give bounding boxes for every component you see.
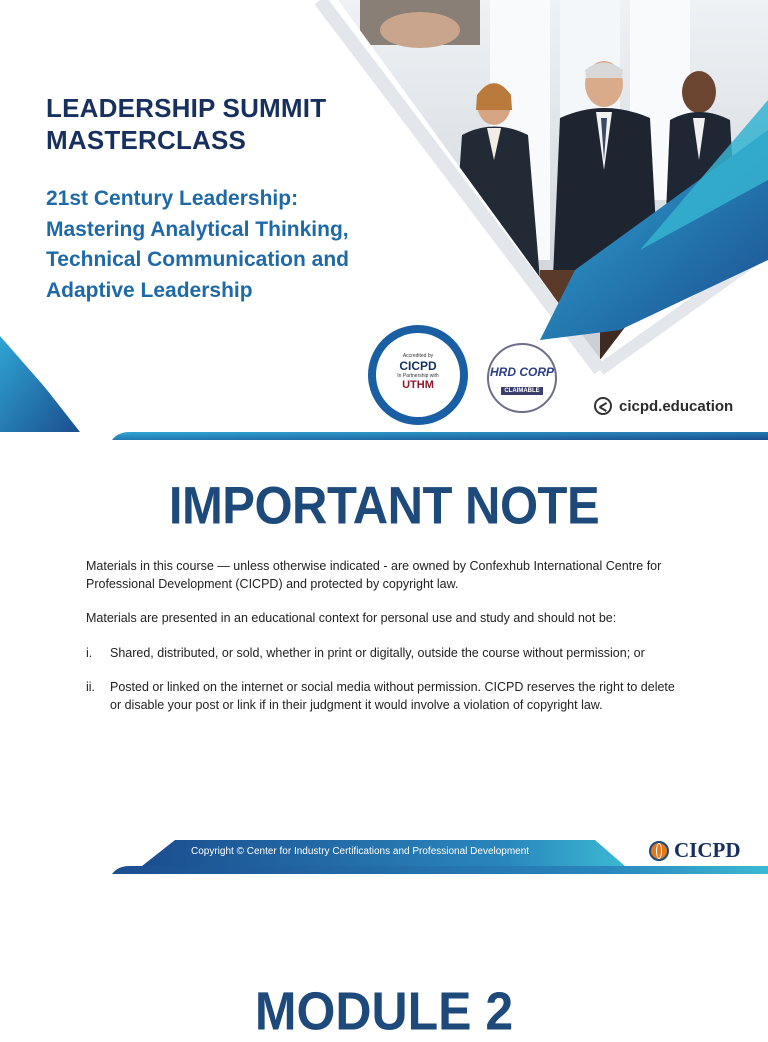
copyright-text: Copyright © Center for Industry Certifications and Professional Development xyxy=(191,846,530,857)
badge-uthm-logo: UTHM xyxy=(402,379,434,391)
badge-cicpd-logo: CICPD xyxy=(399,359,437,373)
cover-title xyxy=(46,92,326,156)
list-item-text: Posted or linked on the internet or social media without permission. CICPD reserves the right to delete or disable your post or link if in their judgment it would involve a violation of copyright law. xyxy=(110,680,675,712)
note-body xyxy=(86,558,686,731)
subtitle-line: Adaptive Leadership xyxy=(46,278,253,302)
globe-link-icon xyxy=(594,397,612,415)
globe-logo-icon xyxy=(649,841,669,861)
list-item xyxy=(86,645,686,663)
cover-bottom-band xyxy=(112,432,768,440)
badge-partnership-label: In Partnership with xyxy=(397,373,439,379)
subtitle-line: Mastering Analytical Thinking, xyxy=(46,217,349,241)
claimable-label: CLAIMABLE xyxy=(501,387,542,395)
hrd-corp-seal xyxy=(487,343,557,413)
badge-accredited-label: Accredited by xyxy=(402,353,434,359)
cover-title-line2: MASTERCLASS xyxy=(46,125,247,155)
cicpd-footer-logo xyxy=(649,838,741,863)
list-marker: ii. xyxy=(86,680,96,694)
website-link[interactable] xyxy=(594,396,733,416)
cover-subtitle xyxy=(46,184,349,306)
hrd-corp-logo: HRD CORP xyxy=(489,365,554,379)
accreditation-badge-inner xyxy=(376,333,460,417)
note-paragraph: Materials are presented in an educational context for personal use and study and should not be: xyxy=(86,611,617,625)
accreditation-badge xyxy=(368,325,468,425)
list-marker: i. xyxy=(86,645,93,660)
subtitle-line: 21st Century Leadership: xyxy=(46,187,299,210)
list-item-text: Shared, distributed, or sold, whether in print or digitally, outside the course without permission; or xyxy=(110,645,645,660)
important-note-title: IMPORTANT NOTE xyxy=(168,476,600,536)
cover-slide xyxy=(0,0,768,440)
banner-underline xyxy=(112,866,768,874)
footer-logo-text: CICPD xyxy=(674,838,741,862)
module-title: MODULE 2 xyxy=(254,980,514,1042)
restrictions-list xyxy=(86,645,686,715)
list-item xyxy=(86,679,686,714)
cover-title-line1: LEADERSHIP SUMMIT xyxy=(46,93,327,123)
website-text: cicpd.education xyxy=(619,397,734,415)
subtitle-line: Technical Communication and xyxy=(46,248,349,271)
note-paragraph: Materials in this course — unless otherwise indicated - are owned by Confexhub International Centre for Professional Development (CICPD) and protected by copyright law. xyxy=(86,559,662,591)
